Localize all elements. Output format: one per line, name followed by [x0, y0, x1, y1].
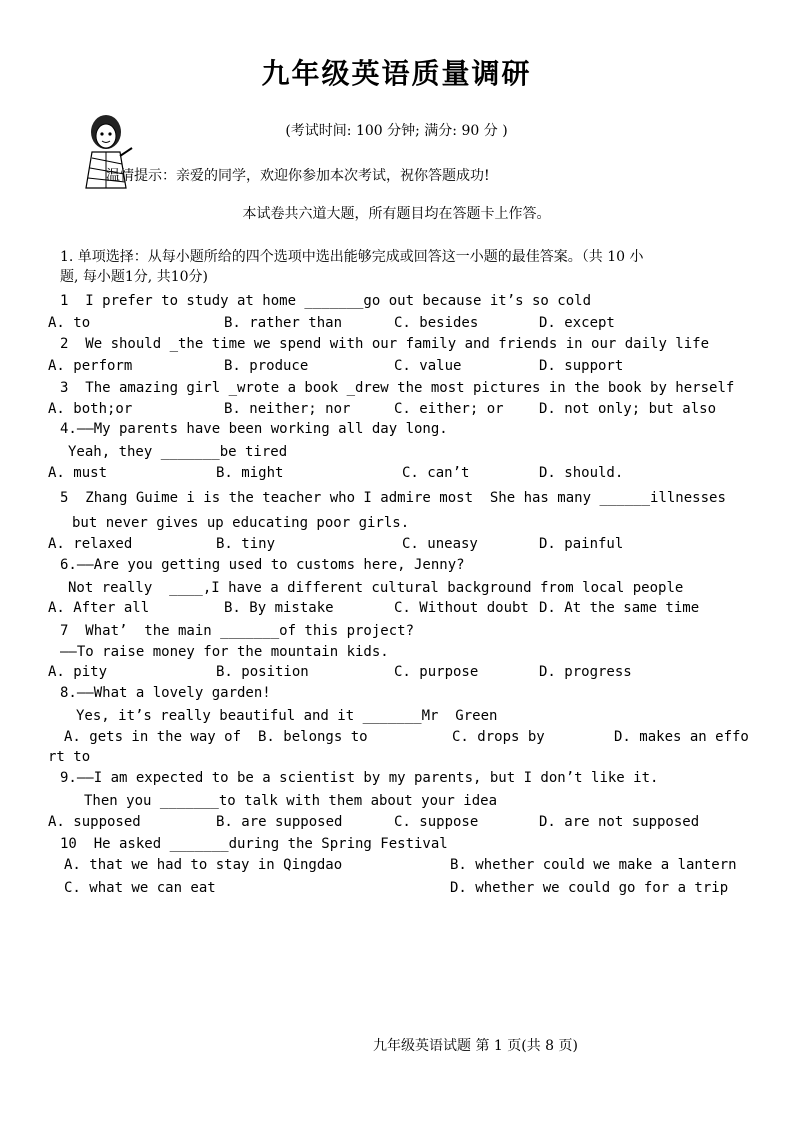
option-b: B. might — [216, 465, 284, 481]
option-c: C. can’t — [402, 465, 470, 481]
option-a: A. that we had to stay in Qingdao — [64, 857, 343, 873]
option-a: A. both;or — [48, 401, 133, 417]
option-d: D. whether we could go for a trip — [450, 880, 729, 896]
question-stem: 3 The amazing girl _wrote a book _drew the most pictures in the book by herself — [60, 380, 735, 396]
question-stem: 4.——My parents have been working all day long. — [60, 421, 448, 437]
option-c: C. Without doubt — [394, 600, 529, 616]
question-stem: 7 What’ the main _______of this project? — [60, 623, 415, 639]
question-stem-line2: Not really ____,I have a different cultural background from local people — [68, 580, 684, 596]
option-c: C. suppose — [394, 814, 479, 830]
question-stem-line2: Yeah, they _______be tired — [68, 444, 288, 460]
page-title: 九年级英语质量调研 — [261, 57, 532, 90]
option-a: A. perform — [48, 358, 133, 374]
question-stem: 10 He asked _______during the Spring Festival — [60, 836, 448, 852]
option-d: D. not only; but also — [539, 401, 717, 417]
option-b: B. belongs to — [258, 729, 368, 745]
section-instruction-line1: 1. 单项选择：从每小题所给的四个选项中选出能够完成或回答这一小题的最佳答案。（共 10 小 — [60, 249, 644, 265]
page-footer: 九年级英语试题 第 1 页(共 8 页) — [373, 1038, 578, 1054]
option-b: B. are supposed — [216, 814, 343, 830]
option-a: A. must — [48, 465, 108, 481]
option-b: B. By mistake — [224, 600, 334, 616]
option-b: B. tiny — [216, 536, 276, 552]
option-a: A. to — [48, 315, 91, 331]
question-stem-line2: Yes, it’s really beautiful and it _______Mr Green — [76, 708, 498, 724]
option-c: C. purpose — [394, 664, 479, 680]
option-a: A. After all — [48, 600, 150, 616]
exam-notice: 本试卷共六道大题，所有题目均在答题卡上作答。 — [242, 206, 551, 222]
option-c: C. value — [394, 358, 462, 374]
option-c: C. either; or — [394, 401, 504, 417]
option-c: C. what we can eat — [64, 880, 216, 896]
option-b: B. whether could we make a lantern — [450, 857, 737, 873]
question-stem: 8.——What a lovely garden! — [60, 685, 271, 701]
option-b: B. neither; nor — [224, 401, 351, 417]
option-d: D. painful — [539, 536, 624, 552]
section-instruction-line2: 题, 每小题1分, 共10分) — [60, 269, 208, 285]
question-stem: 2 We should _the time we spend with our family and friends in our daily life — [60, 336, 710, 352]
question-stem: 9.——I am expected to be a scientist by my parents, but I don’t like it. — [60, 770, 659, 786]
question-stem: 6.——Are you getting used to customs here, Jenny? — [60, 557, 465, 573]
question-stem-line2: Then you _______to talk with them about your idea — [84, 793, 498, 809]
option-c: C. uneasy — [402, 536, 478, 552]
question-stem-line2: but never gives up educating poor girls. — [72, 515, 410, 531]
option-b: B. rather than — [224, 315, 343, 331]
question-stem: 1 I prefer to study at home _______go out because it’s so cold — [60, 293, 592, 309]
question-stem-line2: ——To raise money for the mountain kids. — [60, 644, 389, 660]
question-stem: 5 Zhang Guime i is the teacher who I admire most She has many ______illnesses — [60, 490, 726, 506]
option-d: D. should. — [539, 465, 624, 481]
welcome-tip: 温情提示：亲爱的同学，欢迎你参加本次考试，祝你答题成功! — [106, 168, 490, 184]
option-b: B. position — [216, 664, 309, 680]
option-a: A. pity — [48, 664, 108, 680]
option-d: D. makes an effo — [614, 729, 749, 745]
option-d-wrap: rt to — [48, 749, 91, 765]
option-b: B. produce — [224, 358, 309, 374]
exam-info: (考试时间: 100 分钟; 满分: 90 分 ) — [285, 123, 508, 139]
option-d: D. progress — [539, 664, 632, 680]
option-a: A. gets in the way of — [64, 729, 242, 745]
option-a: A. supposed — [48, 814, 141, 830]
option-d: D. At the same time — [539, 600, 700, 616]
option-d: D. are not supposed — [539, 814, 700, 830]
option-d: D. support — [539, 358, 624, 374]
option-a: A. relaxed — [48, 536, 133, 552]
option-c: C. besides — [394, 315, 479, 331]
option-d: D. except — [539, 315, 615, 331]
option-c: C. drops by — [452, 729, 545, 745]
